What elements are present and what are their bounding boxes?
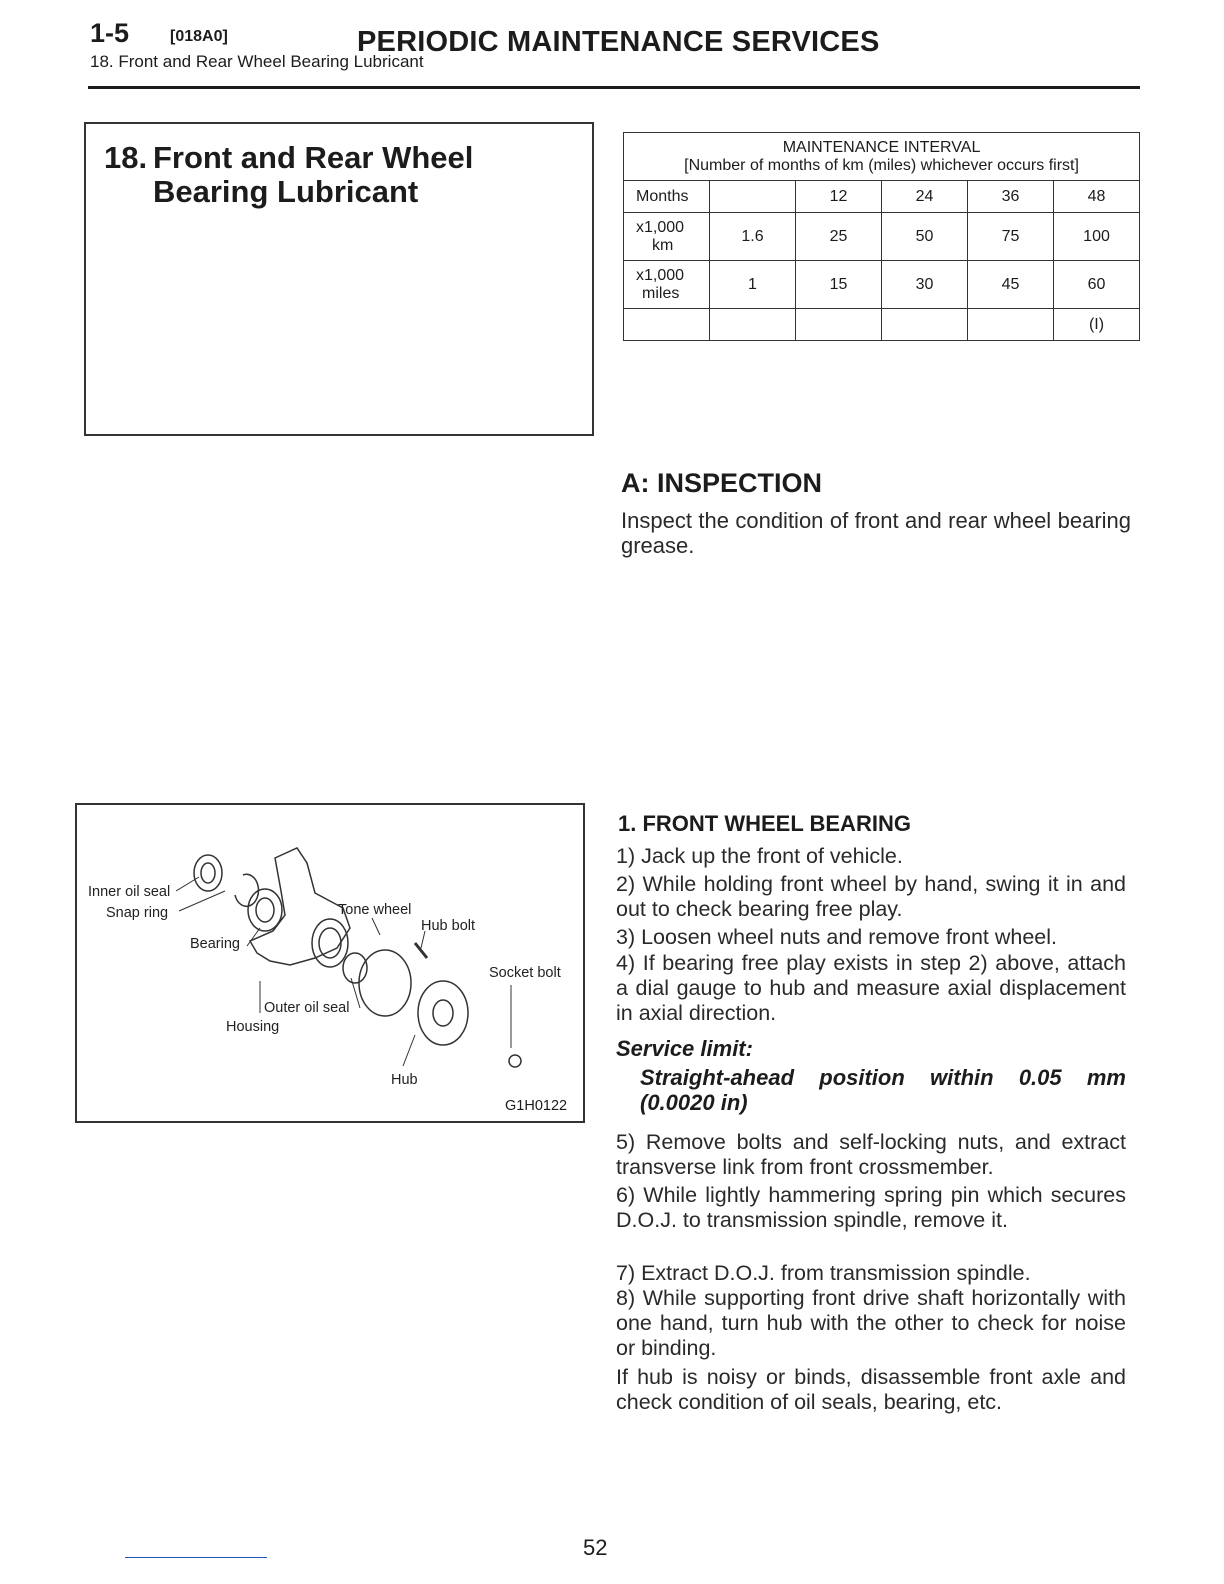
page-number: 52 — [583, 1535, 608, 1560]
table-row-action — [624, 309, 1140, 341]
outer-oil-seal-shape — [343, 953, 367, 983]
snap-ring-shape — [235, 874, 258, 906]
section-code: [018A0] — [170, 28, 228, 45]
inspection-text: Inspect the condition of front and rear wheel bearing grease. — [621, 508, 1131, 558]
housing-shape — [250, 848, 350, 965]
inner-oil-seal-shape — [194, 855, 222, 891]
label-hub-bolt: Hub bolt — [421, 918, 476, 934]
tone-wheel-shape — [312, 919, 348, 967]
title-line-2: Bearing Lubricant — [153, 174, 419, 209]
step-item: If hub is noisy or binds, disassemble front axle and check condition of oil seals, bearing, etc. — [616, 1365, 1126, 1414]
label-inner-oil-seal: Inner oil seal — [88, 884, 171, 900]
hub-shape — [418, 981, 468, 1045]
table-heading — [624, 133, 1140, 181]
table-cell: 100 — [1054, 213, 1140, 261]
table-cell: 15 — [796, 261, 882, 309]
inspection-heading: A: INSPECTION — [621, 468, 823, 498]
socket-bolt-shape — [509, 1055, 521, 1067]
table-cell — [710, 309, 796, 341]
wheel-bearing-diagram — [75, 803, 585, 1123]
header-rule — [88, 86, 1140, 89]
table-cell: 75 — [968, 213, 1054, 261]
row-label-months: Months — [624, 181, 710, 213]
table-cell: 24 — [882, 181, 968, 213]
table-row-miles — [624, 261, 1140, 309]
table-cell: 48 — [1054, 181, 1140, 213]
table-cell: 1 — [710, 261, 796, 309]
title-line-1: Front and Rear Wheel — [153, 140, 474, 175]
table-cell — [624, 309, 710, 341]
title-number: 18. — [104, 140, 148, 175]
row-label-miles-line-2: miles — [642, 284, 680, 302]
label-hub: Hub — [391, 1072, 418, 1088]
step-item: 3) Loosen wheel nuts and remove front wheel. — [616, 925, 1058, 949]
table-cell: (I) — [1054, 309, 1140, 341]
row-label-km-line-1: x1,000 — [636, 218, 685, 236]
step-item: 5) Remove bolts and self-locking nuts, and extract transverse link from front crossmember. — [616, 1130, 1126, 1179]
label-socket-bolt: Socket bolt — [489, 965, 561, 981]
table-heading-line-1: MAINTENANCE INTERVAL — [782, 138, 981, 156]
label-snap-ring: Snap ring — [106, 905, 169, 921]
table-cell: 50 — [882, 213, 968, 261]
step-item: 6) While lightly hammering spring pin which secures D.O.J. to transmission spindle, remove it. — [616, 1183, 1126, 1232]
table-heading-line-2: [Number of months of km (miles) whichever occurs first] — [684, 156, 1079, 174]
hub-flange-shape — [359, 950, 411, 1016]
page-subtitle: 18. Front and Rear Wheel Bearing Lubricant — [90, 52, 424, 71]
table-cell: 25 — [796, 213, 882, 261]
step-item: 8) While supporting front drive shaft horizontally with one hand, turn hub with the other to check for noise or binding. — [616, 1286, 1126, 1360]
row-label-miles — [624, 261, 710, 309]
section-number: 1-5 — [90, 18, 130, 48]
maintenance-interval-table — [623, 132, 1140, 341]
table-header-row — [624, 133, 1140, 181]
page-title: PERIODIC MAINTENANCE SERVICES — [357, 26, 880, 58]
table-cell: 30 — [882, 261, 968, 309]
step-item: 4) If bearing free play exists in step 2) above, attach a dial gauge to hub and measure axial displacement in axial direction. — [616, 951, 1126, 1025]
table-cell — [710, 181, 796, 213]
table-row-km — [624, 213, 1140, 261]
label-outer-oil-seal: Outer oil seal — [264, 1000, 350, 1016]
table-row-months — [624, 181, 1140, 213]
label-housing: Housing — [226, 1019, 280, 1035]
row-label-km-line-2: km — [652, 236, 674, 254]
table-cell: 60 — [1054, 261, 1140, 309]
step-item: 1) Jack up the front of vehicle. — [616, 844, 903, 868]
row-label-miles-line-1: x1,000 — [636, 266, 685, 284]
hub-bolt-shape — [415, 943, 427, 958]
table-cell: 45 — [968, 261, 1054, 309]
table-cell: 12 — [796, 181, 882, 213]
label-tone-wheel: Tone wheel — [338, 902, 412, 918]
figure-code: G1H0122 — [505, 1098, 568, 1114]
step-item: 7) Extract D.O.J. from transmission spindle. — [616, 1261, 1031, 1285]
table-cell — [968, 309, 1054, 341]
table-cell — [882, 309, 968, 341]
service-limit-label: Service limit: — [616, 1036, 753, 1061]
row-label-km — [624, 213, 710, 261]
step-item: 2) While holding front wheel by hand, swing it in and out to check bearing free play. — [616, 872, 1126, 921]
label-bearing: Bearing — [190, 936, 240, 952]
front-wheel-bearing-heading: 1. FRONT WHEEL BEARING — [618, 811, 911, 836]
footer-link-line — [125, 1557, 267, 1558]
table-cell: 1.6 — [710, 213, 796, 261]
table-cell — [796, 309, 882, 341]
table-cell: 36 — [968, 181, 1054, 213]
service-limit-value: Straight-ahead position within 0.05 mm (0.0020 in) — [640, 1065, 1126, 1115]
